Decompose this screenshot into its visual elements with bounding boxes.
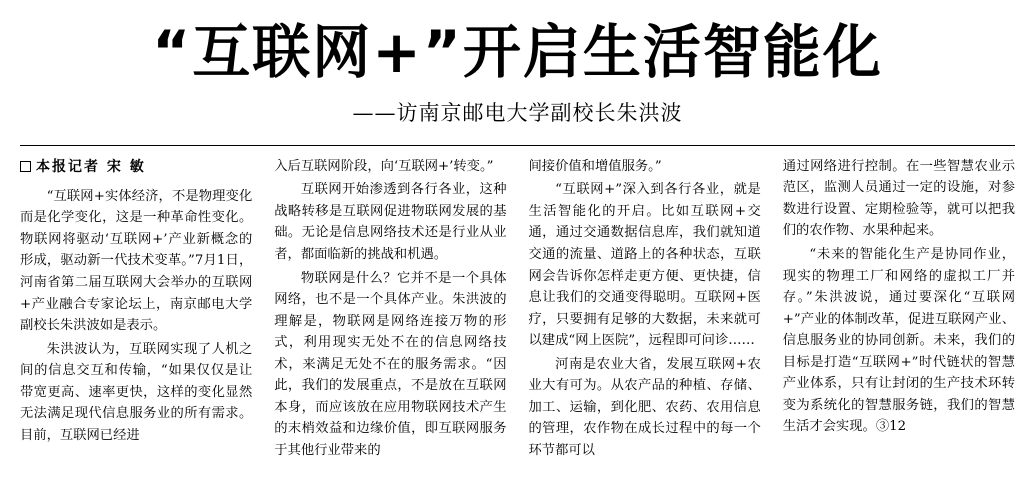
column-2 bbox=[274, 156, 506, 463]
byline-label: 本报记者 宋 敏 bbox=[36, 158, 146, 175]
subheadline: ——访南京邮电大学副校长朱洪波 bbox=[352, 100, 683, 125]
paragraph: “互联网+实体经济，不是物理变化而是化学变化，这是一种革命性变化。物联网将驱动‘互联网+’产业新概念的形成，驱动新一代技术变革。”7月1日，河南省第二届互联网大会举办的互联网+产业融合专家论坛上，南京邮电大学副校长朱洪波如是表示。 bbox=[20, 188, 253, 334]
paragraph: 入后互联网阶段，向‘互联网+’转变。” bbox=[274, 158, 494, 174]
paragraph: 朱洪波认为，互联网实现了人机之间的信息交互和传输，“如果仅仅是让带宽更高、速率更快，这样的变化显然无法满足现代信息服务业的所有需求。目前，互联网已经进 bbox=[20, 341, 253, 443]
article-columns bbox=[20, 156, 1015, 463]
header-divider bbox=[20, 145, 1015, 146]
paragraph: 互联网开始渗透到各行各业，这种战略转移是互联网促进物联网发展的基础。无论是信息网络技术还是行业从业者，都面临新的挑战和机遇。 bbox=[274, 182, 507, 263]
byline bbox=[20, 156, 252, 176]
column-4 bbox=[783, 156, 1015, 440]
square-bullet-icon bbox=[20, 161, 31, 172]
column-3 bbox=[529, 156, 761, 463]
page-title: “互联网+”开启生活智能化 bbox=[152, 18, 883, 86]
paragraph: 物联网是什么？它并不是一个具体网络，也不是一个具体产业。朱洪波的理解是，物联网是网络连接万物的形式，利用现实无处不在的信息网络技术，来满足无处不在的服务需求。“因此，我们的发展重点，不是放在互联网本身，而应该放在应用物联网技术产生的末梢效益和边缘价值，即互联网服务于其他行业带来的 bbox=[274, 270, 507, 458]
paragraph: “未来的智能化生产是协同作业，现实的物理工厂和网络的虚拟工厂并存。”朱洪波说，通过要深化“互联网+”产业的体制改革，促进互联网产业、信息服务业的协同创新。未来，我们的目标是打造“互联网+”时代链状的智慧产业体系，只有让封闭的生产技术环转变为系统化的智慧服务链，我们的智慧生活才会实现。③12 bbox=[782, 247, 1015, 435]
paragraph: “互联网+”深入到各行各业，就是生活智能化的开启。比如互联网+交通，通过交通数据信息库，我们就知道交通的流量、道路上的各种状态，互联网会告诉你怎样走更方便、更快捷，信息让我们的交通变得聪明。互联网+医疗，只要拥有足够的大数据，未来就可以建成“网上医院”，远程即可问诊…… bbox=[528, 182, 761, 349]
paragraph: 间接价值和增值服务。” bbox=[528, 158, 662, 174]
paragraph: 通过网络进行控制。在一些智慧农业示范区，监测人员通过一定的设施，对参数进行设置、定期检验等，就可以把我们的农作物、水果种起来。 bbox=[782, 158, 1015, 239]
paragraph: 河南是农业大省，发展互联网+农业大有可为。从农产品的种植、存储、加工、运输，到化肥、农药、农用信息的管理，农作物在成长过程中的每一个环节都可以 bbox=[528, 356, 761, 458]
column-1 bbox=[20, 156, 252, 448]
newspaper-page bbox=[0, 18, 1035, 502]
